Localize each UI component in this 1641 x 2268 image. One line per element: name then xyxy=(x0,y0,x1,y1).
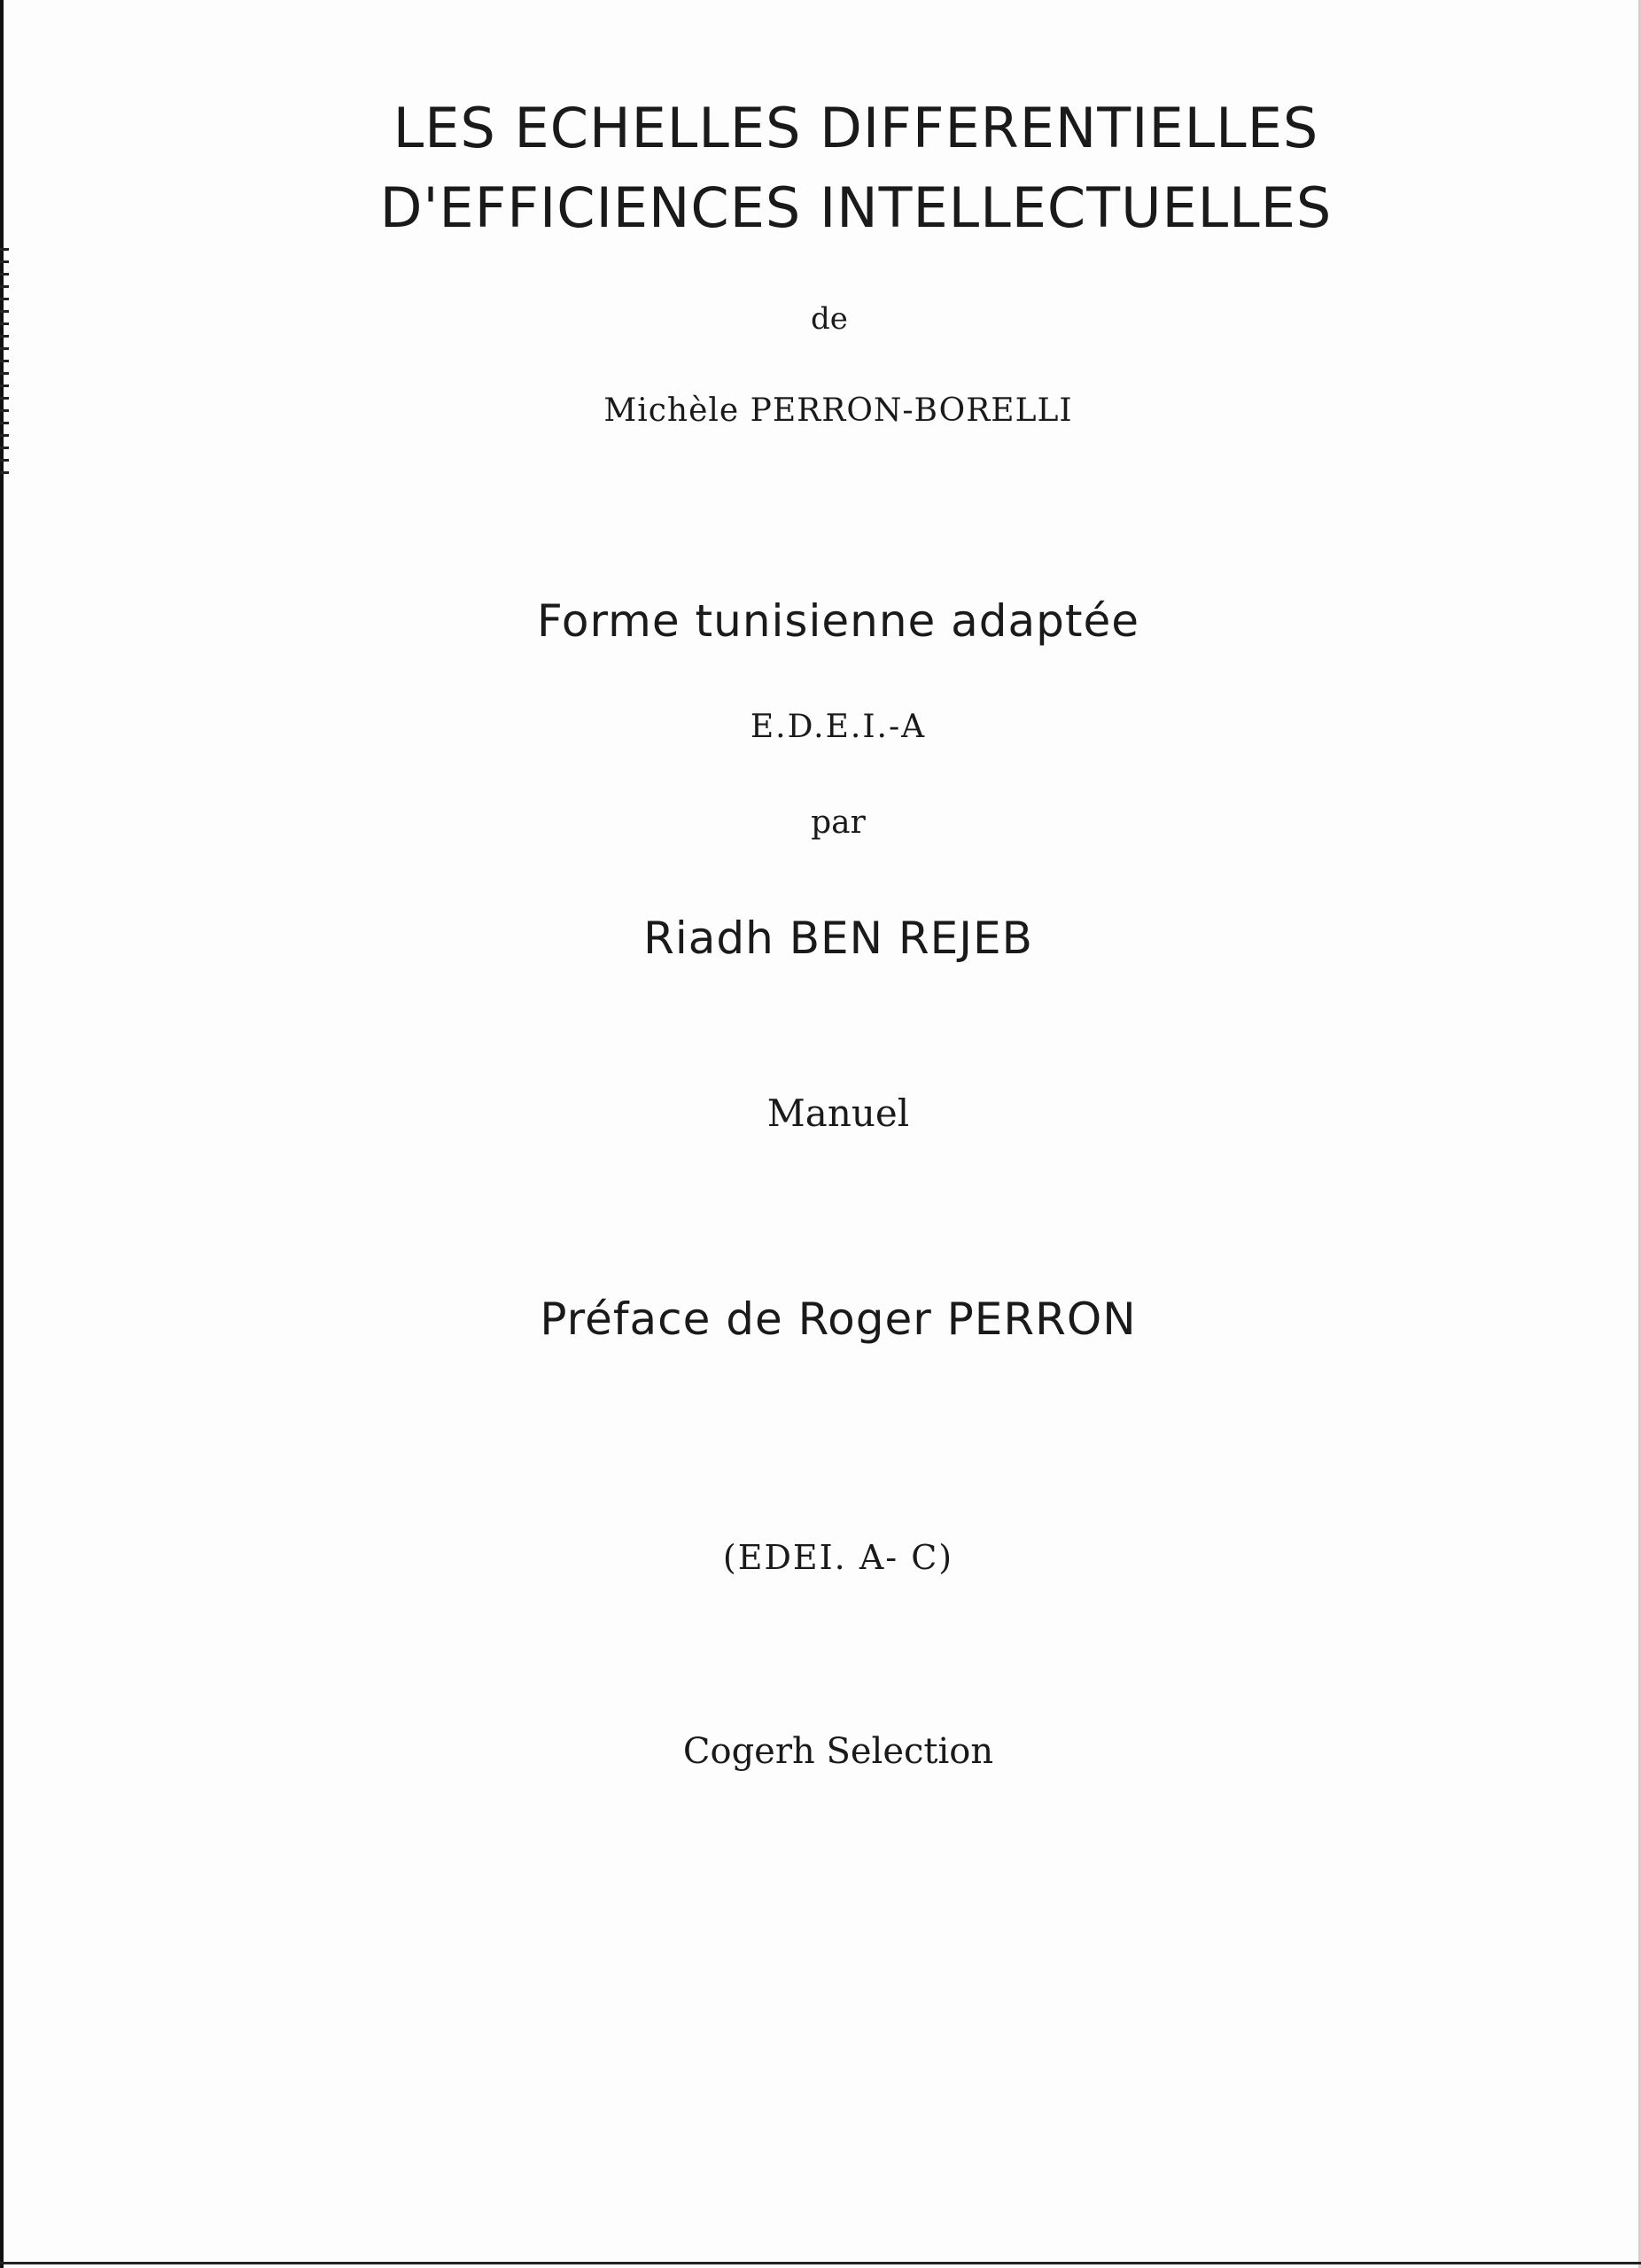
scan-binding-marks xyxy=(0,248,9,478)
publisher-name: Cogerh Selection xyxy=(682,1731,994,1772)
document-type: Manuel xyxy=(766,1091,910,1135)
by-label: de xyxy=(811,301,848,337)
title-line-2: D'EFFICIENCES INTELLECTUELLES xyxy=(379,175,1333,240)
series-code: (EDEI. A- C) xyxy=(722,1538,954,1577)
edition-subtitle: Forme tunisienne adaptée xyxy=(536,595,1140,647)
scan-bottom-edge xyxy=(0,2262,1641,2264)
adapter-name: Riadh BEN REJEB xyxy=(643,913,1033,964)
edition-code: E.D.E.I.-A xyxy=(750,709,927,745)
title-line-1: LES ECHELLES DIFFERENTIELLES xyxy=(393,96,1319,160)
par-label: par xyxy=(811,804,866,841)
preface-credit: Préface de Roger PERRON xyxy=(540,1293,1137,1345)
author-name: Michèle PERRON-BORELLI xyxy=(603,392,1073,429)
